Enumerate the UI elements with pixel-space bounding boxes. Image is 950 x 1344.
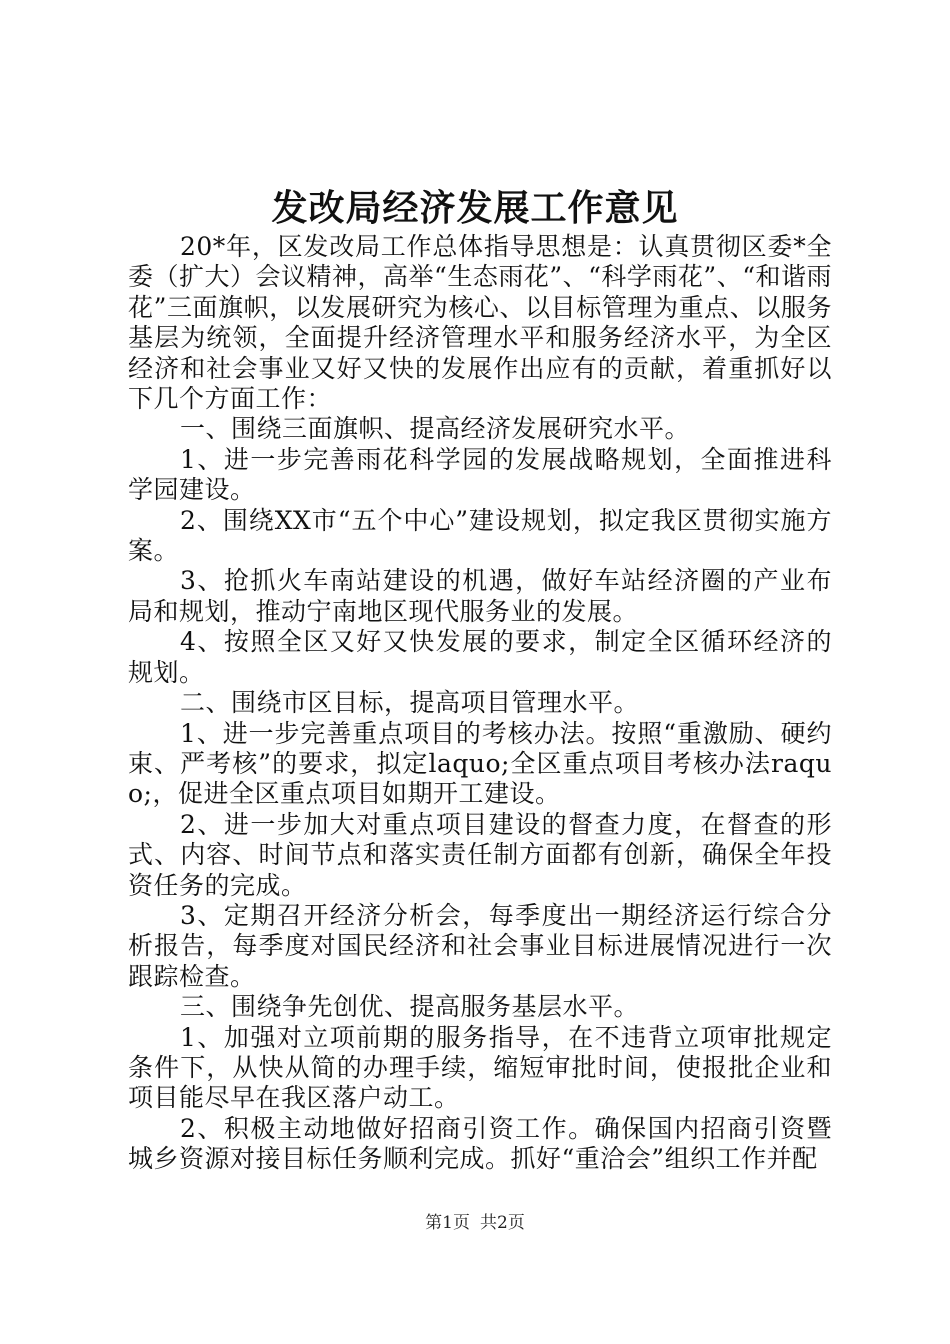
page-footer: [0, 1211, 950, 1235]
section-heading-2: 二、围绕市区目标，提高项目管理水平。: [180, 688, 640, 718]
paragraph-item: 4、按照全区又好又快发展的要求，制定全区循环经济的规划。: [128, 627, 832, 687]
section-heading-1: 一、围绕三面旗帜、提高经济发展研究水平。: [180, 414, 691, 444]
paragraph-item: 2、围绕XX市“五个中心”建设规划，拟定我区贯彻实施方案。: [128, 505, 832, 566]
document-body: [128, 232, 832, 1175]
paragraph-item: 2、进一步加大对重点项目建设的督查力度，在督查的形式、内容、时间节点和落实责任制方面都有创新，确保全年投资任务的完成。: [128, 809, 832, 900]
paragraph-item: 2、积极主动地做好招商引资工作。确保国内招商引资暨城乡资源对接目标任务顺利完成。抓好“重洽会”组织工作并配: [128, 1113, 832, 1174]
paragraph-item: 1、进一步完善重点项目的考核办法。按照“重激励、硬约束、严考核”的要求，拟定laquo;全区重点项目考核办法raquo;，促进全区重点项目如期开工建设。: [128, 718, 832, 809]
paragraph-item: 3、定期召开经济分析会，每季度出一期经济运行综合分析报告，每季度对国民经济和社会事业目标进展情况进行一次跟踪检查。: [128, 900, 832, 991]
page-number: 第1页: [425, 1213, 470, 1233]
document-title: 发改局经济发展工作意见: [271, 187, 679, 229]
paragraph-item: 1、加强对立项前期的服务指导，在不违背立项审批规定条件下，从快从简的办理手续，缩短审批时间，使报批企业和项目能尽早在我区落户动工。: [128, 1022, 832, 1113]
paragraph-item: 1、进一步完善雨花科学园的发展战略规划，全面推进科学园建设。: [128, 444, 832, 505]
section-heading-3: 三、围绕争先创优、提高服务基层水平。: [180, 992, 640, 1022]
page-total: 共2页: [480, 1213, 525, 1233]
paragraph-item: 3、抢抓火车南站建设的机遇，做好车站经济圈的产业布局和规划，推动宁南地区现代服务业的发展。: [128, 566, 832, 626]
paragraph-intro: 20*年，区发改局工作总体指导思想是：认真贯彻区委*全委（扩大）会议精神，高举“生态雨花”、“科学雨花”、“和谐雨花”三面旗帜，以发展研究为核心、以目标管理为重点、以服务基层为统领，全面提升经济管理水平和服务经济水平，为全区经济和社会事业又好又快的发展作出应有的贡献，着重抓好以下几个方面工作：: [128, 232, 832, 414]
